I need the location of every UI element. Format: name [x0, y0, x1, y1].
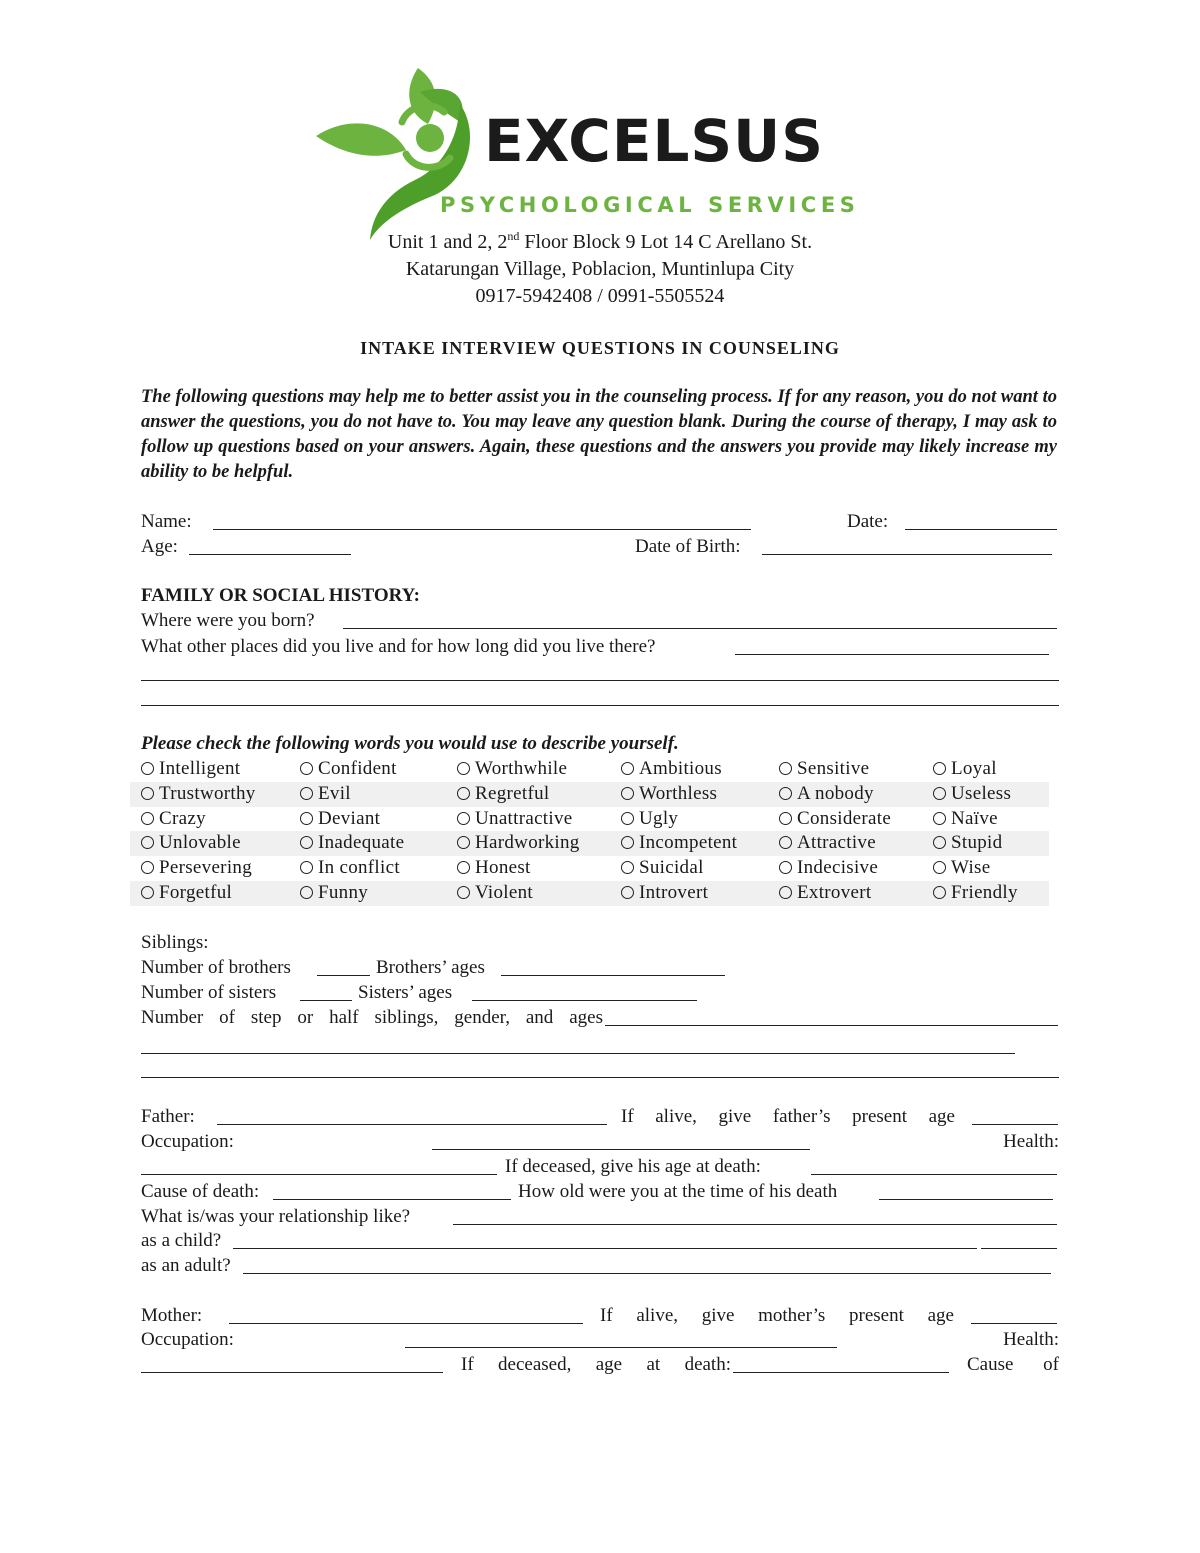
checkbox-label: Honest	[475, 857, 531, 879]
checkbox-label: Friendly	[951, 881, 1018, 903]
born-row	[141, 609, 1059, 633]
circle-checkbox-icon[interactable]	[300, 762, 313, 775]
circle-checkbox-icon[interactable]	[779, 861, 792, 874]
checkbox-ambitious[interactable]	[621, 757, 722, 782]
checkbox-label: Trustworthy	[159, 782, 256, 804]
circle-checkbox-icon[interactable]	[621, 812, 634, 825]
checkbox-persevering[interactable]	[141, 856, 252, 881]
circle-checkbox-icon[interactable]	[933, 886, 946, 899]
circle-checkbox-icon[interactable]	[933, 836, 946, 849]
mother-age-field[interactable]	[971, 1305, 1057, 1324]
checkbox-label: Regretful	[475, 782, 550, 804]
checkbox-label: Persevering	[159, 857, 252, 879]
checkbox-violent[interactable]	[457, 881, 533, 906]
circle-checkbox-icon[interactable]	[933, 861, 946, 874]
father-adult-field[interactable]	[243, 1255, 1051, 1274]
word: Cause	[967, 1354, 1014, 1375]
mother-death-age-field[interactable]	[733, 1354, 949, 1373]
date-field[interactable]	[905, 511, 1057, 530]
father-cause-label: Cause of death:	[141, 1181, 260, 1202]
father-name-field[interactable]	[217, 1106, 607, 1125]
word: and	[525, 1007, 554, 1028]
circle-checkbox-icon[interactable]	[457, 812, 470, 825]
address-line-2: Katarungan Village, Poblacion, Muntinlupa City	[405, 258, 795, 280]
address-line-1-end: Floor Block 9 Lot 14 C Arellano St.	[519, 231, 813, 253]
age-field[interactable]	[189, 536, 351, 555]
circle-checkbox-icon[interactable]	[141, 836, 154, 849]
circle-checkbox-icon[interactable]	[933, 812, 946, 825]
circle-checkbox-icon[interactable]	[300, 836, 313, 849]
checkbox-hardworking[interactable]	[457, 831, 580, 856]
father-deceased-row	[141, 1155, 1059, 1179]
checkbox-unattractive[interactable]	[457, 807, 573, 832]
intro-paragraph: The following questions may help me to better assist you in the counseling process. If for any reason, you do not want to answer the questions, you do not have to. You may leave any question blank. During the course of therapy, I may ask to follow up questions based on your answers. Again, these questions and the answers you provide may likely increase my ability to be helpful.	[141, 387, 1057, 482]
father-death-age-field[interactable]	[811, 1156, 1057, 1175]
checkbox-label: Intelligent	[159, 758, 241, 779]
father-child-label: as a child?	[141, 1230, 222, 1251]
word: death:	[684, 1354, 731, 1375]
word: age	[927, 1305, 954, 1326]
father-cause-row	[141, 1180, 1059, 1204]
word: give	[718, 1106, 752, 1127]
father-relationship-label: What is/was your relationship like?	[141, 1206, 411, 1227]
trait-row	[130, 807, 1049, 832]
checkbox-introvert[interactable]	[621, 881, 708, 906]
mother-cause-label	[967, 1353, 1059, 1377]
checkbox-label: Worthwhile	[475, 758, 568, 779]
circle-checkbox-icon[interactable]	[779, 836, 792, 849]
checkbox-deviant[interactable]	[300, 807, 380, 832]
other-places-line-2[interactable]	[141, 680, 1059, 681]
brothers-row	[141, 956, 1059, 980]
brothers-ages-label: Brothers’ ages	[376, 957, 485, 978]
checkbox-label: Hardworking	[475, 832, 580, 854]
mother-deceased-label	[461, 1353, 731, 1377]
checkbox-useless[interactable]	[933, 782, 1011, 807]
circle-checkbox-icon[interactable]	[621, 787, 634, 800]
word: of	[1043, 1354, 1059, 1375]
word: give	[701, 1305, 735, 1326]
checkbox-a-nobody[interactable]	[779, 782, 874, 807]
trait-row	[130, 831, 1049, 856]
mother-deceased-row	[141, 1353, 1059, 1377]
other-places-label: What other places did you live and for how long did you live there?	[141, 636, 656, 657]
circle-checkbox-icon[interactable]	[457, 787, 470, 800]
word: ages	[569, 1007, 603, 1028]
born-label: Where were you born?	[141, 610, 315, 631]
brand-subtitle: PSYCHOLOGICAL SERVICES	[440, 193, 860, 217]
checkbox-label: Evil	[318, 782, 351, 804]
checkbox-attractive[interactable]	[779, 831, 876, 856]
sisters-ages-label: Sisters’ ages	[358, 982, 453, 1003]
circle-checkbox-icon[interactable]	[141, 861, 154, 874]
dob-field[interactable]	[762, 536, 1052, 555]
circle-checkbox-icon[interactable]	[300, 787, 313, 800]
checkbox-confident[interactable]	[300, 757, 397, 782]
date-label: Date:	[847, 511, 889, 532]
checkbox-funny[interactable]	[300, 881, 368, 906]
checkbox-forgetful[interactable]	[141, 881, 232, 906]
word: age	[595, 1354, 623, 1375]
checkbox-label: Unattractive	[475, 807, 573, 829]
step-siblings-line-2[interactable]	[141, 1053, 1015, 1054]
checkbox-label: Sensitive	[797, 758, 870, 779]
checkbox-label: Ambitious	[639, 758, 722, 779]
brand-name: EXCELSUS	[484, 107, 825, 175]
father-adult-row	[141, 1254, 1059, 1278]
word: If	[600, 1305, 613, 1326]
word: or	[297, 1007, 314, 1028]
checkbox-na-ve[interactable]	[933, 807, 998, 832]
circle-checkbox-icon[interactable]	[779, 762, 792, 775]
checkbox-label: Worthless	[639, 782, 718, 804]
word: half	[329, 1007, 359, 1028]
circle-checkbox-icon[interactable]	[141, 886, 154, 899]
mother-row	[141, 1304, 1059, 1328]
checkbox-unlovable[interactable]	[141, 831, 241, 856]
born-field[interactable]	[343, 610, 1057, 629]
father-occupation-row	[141, 1130, 1059, 1154]
father-how-old-label: How old were you at the time of his death	[518, 1181, 838, 1202]
word: step	[250, 1007, 282, 1028]
other-places-line-3[interactable]	[141, 705, 1059, 706]
address-superscript: nd	[507, 229, 520, 243]
circle-checkbox-icon[interactable]	[457, 861, 470, 874]
father-occupation-field[interactable]	[432, 1131, 810, 1150]
mother-name-field[interactable]	[229, 1305, 583, 1324]
circle-checkbox-icon[interactable]	[300, 886, 313, 899]
circle-checkbox-icon[interactable]	[621, 861, 634, 874]
circle-checkbox-icon[interactable]	[457, 836, 470, 849]
mother-health-label: Health:	[1003, 1329, 1059, 1350]
checkbox-in-conflict[interactable]	[300, 856, 400, 881]
circle-checkbox-icon[interactable]	[621, 836, 634, 849]
checkbox-trustworthy[interactable]	[141, 782, 256, 807]
name-date-row	[141, 510, 1059, 534]
checkbox-label: Wise	[951, 857, 991, 879]
checkbox-label: Unlovable	[159, 832, 241, 854]
circle-checkbox-icon[interactable]	[621, 886, 634, 899]
checkbox-label: Forgetful	[159, 881, 233, 903]
other-places-row	[141, 635, 1059, 659]
trait-row	[130, 782, 1049, 807]
father-child-field-2[interactable]	[981, 1230, 1057, 1249]
mother-health-field[interactable]	[141, 1354, 443, 1373]
circle-checkbox-icon[interactable]	[141, 787, 154, 800]
siblings-heading: Siblings:	[141, 932, 209, 953]
word: siblings,	[374, 1007, 439, 1028]
checkbox-inadequate[interactable]	[300, 831, 404, 856]
checkbox-worthless[interactable]	[621, 782, 717, 807]
checkbox-sensitive[interactable]	[779, 757, 869, 782]
checkbox-label: Suicidal	[639, 857, 704, 879]
circle-checkbox-icon[interactable]	[300, 812, 313, 825]
checkbox-label: Deviant	[318, 807, 381, 829]
checkbox-regretful[interactable]	[457, 782, 549, 807]
checkbox-intelligent[interactable]	[141, 757, 240, 782]
word: father’s	[772, 1106, 831, 1127]
trait-checklist	[130, 757, 1049, 906]
word: at	[646, 1354, 661, 1375]
checkbox-incompetent[interactable]	[621, 831, 737, 856]
circle-checkbox-icon[interactable]	[779, 886, 792, 899]
sisters-count-field[interactable]	[300, 982, 352, 1001]
checkbox-evil[interactable]	[300, 782, 351, 807]
mother-label: Mother:	[141, 1305, 203, 1326]
checkbox-indecisive[interactable]	[779, 856, 878, 881]
father-health-label: Health:	[1003, 1131, 1059, 1152]
step-siblings-field[interactable]	[605, 1007, 1058, 1026]
father-child-field[interactable]	[233, 1230, 977, 1249]
word: gender,	[454, 1007, 510, 1028]
name-field[interactable]	[213, 511, 751, 530]
step-siblings-line-3[interactable]	[141, 1077, 1059, 1078]
step-siblings-label	[141, 1006, 603, 1030]
checkbox-suicidal[interactable]	[621, 856, 704, 881]
brothers-label: Number of brothers	[141, 957, 291, 978]
checkbox-label: Inadequate	[318, 832, 405, 854]
address-line-1-start: Unit 1 and 2, 2	[387, 231, 508, 253]
checkbox-friendly[interactable]	[933, 881, 1018, 906]
word: present	[852, 1106, 907, 1127]
form-title: INTAKE INTERVIEW QUESTIONS IN COUNSELING	[360, 338, 840, 358]
checkbox-label: Useless	[951, 782, 1012, 804]
trait-row	[130, 757, 1049, 782]
circle-checkbox-icon[interactable]	[457, 762, 470, 775]
checkbox-ugly[interactable]	[621, 807, 678, 832]
trait-row	[130, 881, 1049, 906]
checkbox-label: Crazy	[159, 807, 206, 829]
circle-checkbox-icon[interactable]	[933, 787, 946, 800]
mother-occupation-label: Occupation:	[141, 1329, 234, 1350]
circle-checkbox-icon[interactable]	[933, 762, 946, 775]
checklist-heading: Please check the following words you would use to describe yourself.	[141, 733, 679, 754]
checkbox-honest[interactable]	[457, 856, 531, 881]
father-health-field[interactable]	[141, 1156, 497, 1175]
checkbox-label: Attractive	[797, 832, 876, 854]
mother-alive-label	[600, 1304, 954, 1328]
father-age-field[interactable]	[972, 1106, 1058, 1125]
father-relationship-field[interactable]	[453, 1206, 1057, 1225]
father-label: Father:	[141, 1106, 195, 1127]
circle-checkbox-icon[interactable]	[779, 787, 792, 800]
address-block	[0, 229, 1200, 310]
word: Number	[141, 1007, 204, 1028]
checkbox-label: Confident	[318, 758, 397, 779]
father-adult-label: as an adult?	[141, 1255, 231, 1276]
brothers-count-field[interactable]	[317, 957, 370, 976]
checkbox-label: Incompetent	[639, 832, 738, 854]
mother-occupation-row	[141, 1328, 1059, 1352]
checkbox-label: In conflict	[318, 857, 400, 879]
word: mother’s	[758, 1305, 826, 1326]
step-siblings-row	[141, 1006, 1059, 1030]
checkbox-label: A nobody	[797, 782, 874, 804]
trait-row	[130, 856, 1049, 881]
word: deceased,	[498, 1354, 572, 1375]
dob-label: Date of Birth:	[635, 536, 741, 557]
checkbox-crazy[interactable]	[141, 807, 206, 832]
checkbox-label: Ugly	[639, 807, 679, 829]
father-occupation-label: Occupation:	[141, 1131, 234, 1152]
checkbox-stupid[interactable]	[933, 831, 1002, 856]
circle-checkbox-icon[interactable]	[141, 762, 154, 775]
checkbox-wise[interactable]	[933, 856, 990, 881]
sisters-label: Number of sisters	[141, 982, 277, 1003]
circle-checkbox-icon[interactable]	[457, 886, 470, 899]
father-deceased-label: If deceased, give his age at death:	[505, 1156, 761, 1177]
family-history-heading: FAMILY OR SOCIAL HISTORY:	[141, 585, 420, 606]
circle-checkbox-icon[interactable]	[621, 762, 634, 775]
circle-checkbox-icon[interactable]	[779, 812, 792, 825]
checkbox-extrovert[interactable]	[779, 881, 871, 906]
age-dob-row	[141, 535, 1059, 559]
word: age	[928, 1106, 955, 1127]
checkbox-worthwhile[interactable]	[457, 757, 567, 782]
checkbox-label: Extrovert	[797, 881, 872, 903]
address-line-1	[0, 229, 1200, 256]
checkbox-considerate[interactable]	[779, 807, 891, 832]
checkbox-label: Naïve	[951, 807, 998, 829]
name-label: Name:	[141, 511, 192, 532]
word: If	[461, 1354, 474, 1375]
other-places-field[interactable]	[735, 636, 1049, 655]
father-relationship-row	[141, 1205, 1059, 1229]
father-row	[141, 1105, 1059, 1129]
father-cause-field[interactable]	[273, 1181, 511, 1200]
sisters-ages-field[interactable]	[472, 982, 697, 1001]
checkbox-label: Indecisive	[797, 857, 879, 879]
checkbox-label: Stupid	[951, 832, 1003, 854]
checkbox-label: Considerate	[797, 807, 892, 829]
father-alive-label	[621, 1105, 955, 1129]
checkbox-label: Funny	[318, 881, 369, 903]
age-label: Age:	[141, 536, 178, 557]
circle-checkbox-icon[interactable]	[300, 861, 313, 874]
mother-occupation-field[interactable]	[405, 1329, 837, 1348]
checkbox-label: Introvert	[639, 881, 709, 903]
father-child-row	[141, 1229, 1059, 1253]
word: alive,	[655, 1106, 697, 1127]
sisters-row	[141, 981, 1059, 1005]
checkbox-loyal[interactable]	[933, 757, 997, 782]
checkbox-label: Violent	[475, 881, 533, 903]
circle-checkbox-icon[interactable]	[141, 812, 154, 825]
word: If	[621, 1106, 634, 1127]
brothers-ages-field[interactable]	[501, 957, 725, 976]
word: of	[219, 1007, 235, 1028]
word: present	[849, 1305, 904, 1326]
word: alive,	[636, 1305, 679, 1326]
father-how-old-field[interactable]	[879, 1181, 1053, 1200]
checkbox-label: Loyal	[951, 758, 997, 779]
phone-numbers: 0917-5942408 / 0991-5505524	[475, 285, 725, 307]
